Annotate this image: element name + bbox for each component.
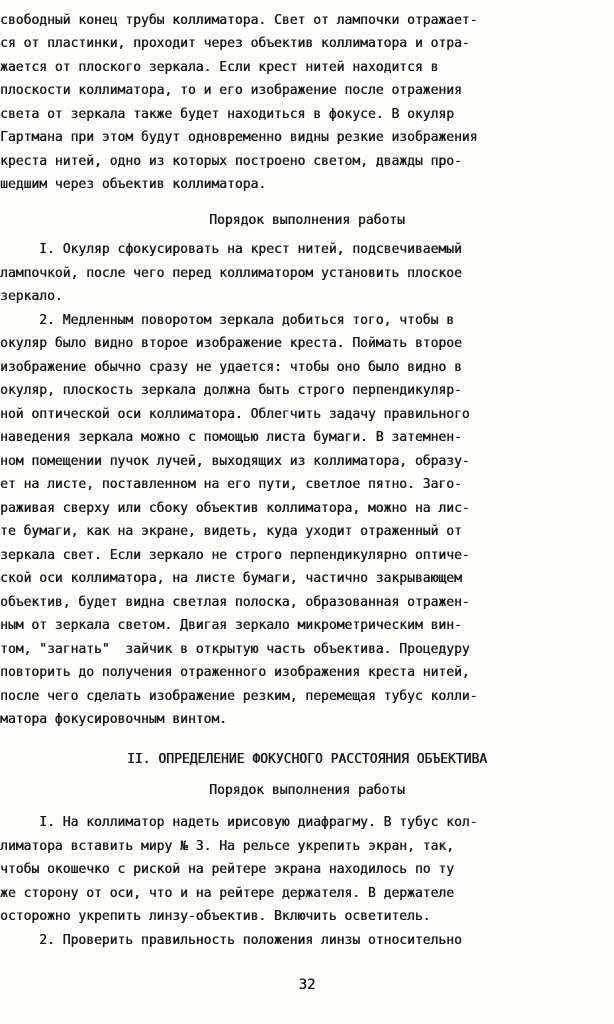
text-line: свободный конец трубы коллиматора. Свет от лампочки отражает- [0, 13, 478, 28]
section-title: II. ОПРЕДЕЛЕНИЕ ФОКУСНОГО РАССТОЯНИЯ ОБЪЕКТИВА [126, 752, 488, 767]
step-line: зеркало. [0, 289, 63, 304]
step-line: I. Окуляр сфокусировать на крест нитей, подсвечиваемый [0, 242, 462, 257]
step-line: осторожно укрепить линзу-объектив. Включить осветитель. [0, 909, 431, 924]
step-line: матора фокусировочным винтом. [0, 712, 227, 727]
step-line: объектив, будет видна светлая полоска, образованная отражен- [0, 595, 470, 610]
text-line: света от зеркала также будет находиться в фокусе. В окуляр [0, 107, 454, 122]
text-line: ся от пластинки, проходит через объектив коллиматора и отра- [0, 36, 470, 51]
step-line: зеркала свет. Если зеркало не строго перпендикулярно оптиче- [0, 548, 470, 563]
section-heading: Порядок выполнения работы [209, 213, 405, 228]
text-line: плоскости коллиматора, то и его изображение после отражения [0, 83, 462, 98]
step-line: наведения зеркала можно с помощью листа бумаги. В затемнен- [0, 430, 462, 445]
step-line: том, "загнать" зайчик в открытую часть объектива. Процедуру [0, 642, 470, 657]
step-line: чтобы окошечко с риской на рейтере экрана находилось по ту [0, 862, 454, 877]
step-line: раживая сверху или сбоку объектив коллиматора, можно на лис- [0, 501, 470, 516]
step-line: 2. Проверить правильность положения линзы относительно [0, 933, 462, 948]
step-line: изображение обычно сразу не удается: чтобы оно было видно в [0, 360, 462, 375]
text-line: Гартмана при этом будут одновременно видны резкие изображения [0, 130, 478, 145]
step-line: те бумаги, как на экране, видеть, куда уходит отраженный от [0, 524, 462, 539]
text-line: креста нитей, одно из которых построено светом, дважды про- [0, 154, 462, 169]
step-line: 2. Медленным поворотом зеркала добиться того, чтобы в [0, 313, 454, 328]
step-line: ет на листе, поставленном на его пути, светлое пятно. Заго- [0, 477, 462, 492]
section-heading: Порядок выполнения работы [209, 783, 405, 798]
page-number: 32 [298, 977, 316, 993]
step-line: же сторону от оси, что и на рейтере держателя. В держателе [0, 886, 454, 901]
step-line: ной оптической оси коллиматора. Облегчить задачу правильного [0, 407, 470, 422]
step-line: ской оси коллиматора, на листе бумаги, частично закрывающем [0, 571, 462, 586]
text-line: шедшим через объектив коллиматора. [0, 177, 267, 192]
step-line: лиматора вставить миру № 3. На рельсе укрепить экран, так, [0, 839, 454, 854]
step-line: I. На коллиматор надеть ирисовую диафрагму. В тубус кол- [0, 815, 478, 830]
step-line: лампочкой, после чего перед коллиматором установить плоское [0, 266, 462, 281]
step-line: окуляр было видно второе изображение креста. Поймать второе [0, 336, 462, 351]
step-line: повторить до получения отраженного изображения креста нитей, [0, 665, 470, 680]
text-line: жается от плоского зеркала. Если крест нитей находится в [0, 60, 439, 75]
step-line: после чего сделать изображение резким, перемещая тубус колли- [0, 689, 478, 704]
step-line: ным от зеркала светом. Двигая зеркало микрометрическим вин- [0, 618, 462, 633]
step-line: ном помещении пучок лучей, выходящих из коллиматора, образу- [0, 454, 470, 469]
step-line: окуляр, плоскость зеркала должна быть строго перпендикуляр- [0, 383, 462, 398]
